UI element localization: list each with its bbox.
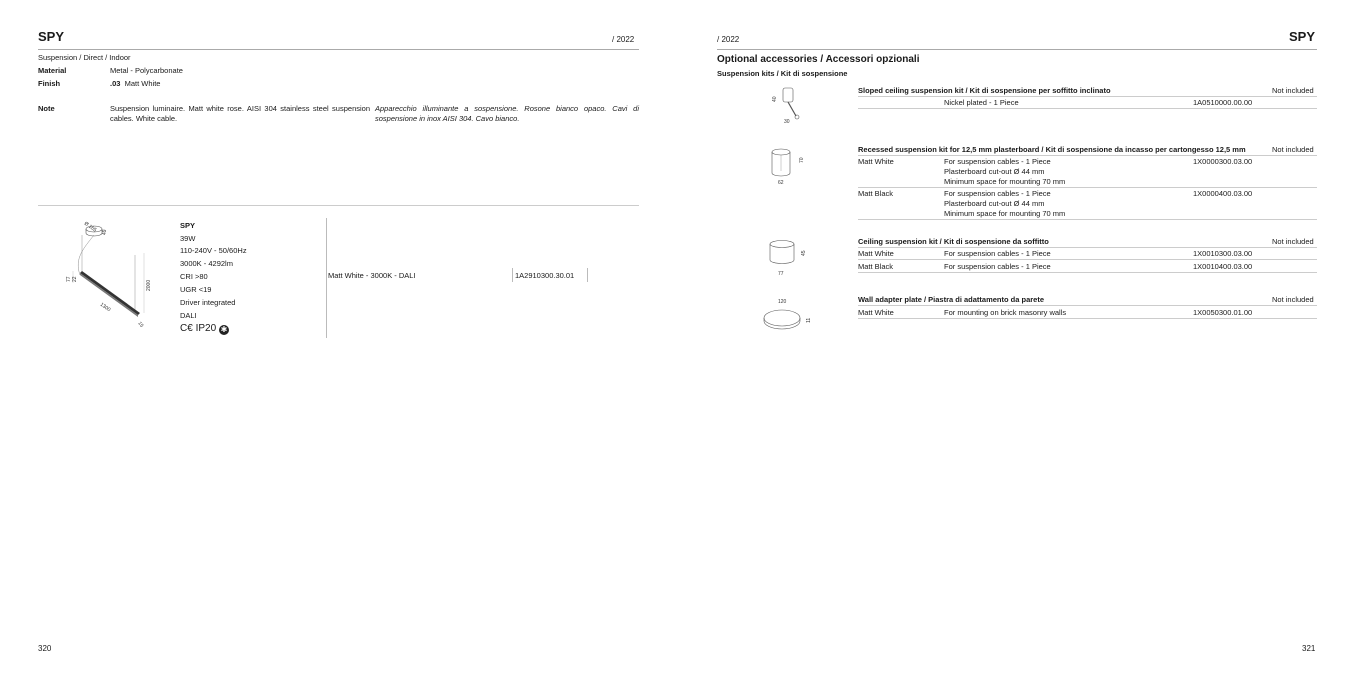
power-cable — [78, 235, 94, 275]
accessories-subheading: Suspension kits / Kit di sospensione — [717, 69, 848, 78]
accessory-3-row-1-code: 1X0010300.03.00 — [1193, 249, 1253, 258]
accessory-2-title: Recessed suspension kit for 12,5 mm plasterboard / Kit di sospensione da incasso per cartongesso 12,5 mm — [858, 145, 1246, 154]
accessory-2-row-1-desc-3: Minimum space for mounting 70 mm — [944, 177, 1066, 186]
accessory-2-row-1-desc-1: For suspension cables - 1 Piece — [944, 157, 1051, 166]
accessory-2-status: Not included — [1272, 145, 1314, 154]
accessory-2-row-1-code: 1X0000300.03.00 — [1193, 157, 1253, 166]
accessory-2-row-1-line — [858, 187, 1317, 188]
spec-driver: Driver integrated — [180, 298, 236, 307]
product-column-divider — [326, 218, 327, 338]
accessory-3-row-1-line — [858, 259, 1317, 260]
dim-body-height: 77 — [66, 276, 72, 282]
code-divider-right — [587, 268, 588, 282]
note-label: Note — [38, 104, 55, 113]
accessory-2-row-1-desc-2: Plasterboard cut-out Ø 44 mm — [944, 167, 1045, 176]
finish-value — [110, 79, 160, 89]
accessory-4-row-1-code: 1X0050300.01.00 — [1193, 308, 1253, 317]
variant-label: Matt White - 3000K - DALI — [328, 271, 416, 280]
spec-voltage: 110-240V - 50/60Hz — [180, 246, 247, 255]
left-page-title: SPY — [38, 29, 65, 44]
accessory-3-row-2-finish: Matt Black — [858, 262, 894, 271]
accessory-3-row-1-desc: For suspension cables - 1 Piece — [944, 249, 1051, 258]
accessory-4-row-1-finish: Matt White — [858, 308, 894, 317]
accessory-1-status: Not included — [1272, 86, 1314, 95]
accessory-2-row-2-line — [858, 219, 1317, 220]
accessory-3-header-line — [858, 247, 1317, 248]
accessory-2-row-2-desc-1: For suspension cables - 1 Piece — [944, 189, 1051, 198]
accessory-4-header-line — [858, 305, 1317, 306]
code-divider-left — [512, 268, 513, 282]
accessory-3-row-2-desc: For suspension cables - 1 Piece — [944, 262, 1051, 271]
dim-wall-width: 120 — [778, 299, 787, 305]
ip-rating: IP20 — [195, 323, 217, 334]
spec-lumen: 3000K - 4292lm — [180, 259, 233, 268]
spec-dali: DALI — [180, 311, 197, 320]
dim-drop: 2000 — [146, 279, 152, 291]
accessory-2-header-line — [858, 155, 1317, 156]
accessory-4-title: Wall adapter plate / Piastra di adattamento da parete — [858, 295, 1045, 304]
accessory-1-title: Sloped ceiling suspension kit / Kit di sospensione per soffitto inclinato — [858, 86, 1111, 95]
left-page-number: 320 — [38, 644, 52, 653]
dim-body-width: 15 — [136, 320, 145, 329]
dim-recessed-width: 62 — [778, 180, 784, 186]
accessory-4-row-1-line — [858, 318, 1317, 319]
left-title-divider — [38, 49, 639, 50]
note-english: Suspension luminaire. Matt white rose. AISI 304 stainless steel suspension cables. White cable. — [110, 104, 370, 123]
accessory-2-row-2-desc-3: Minimum space for mounting 70 mm — [944, 209, 1066, 218]
accessory-3-row-2-line — [858, 272, 1317, 273]
left-year: / 2022 — [612, 35, 635, 44]
recessed-kit-drawing — [765, 143, 810, 188]
accessory-2-row-1-finish: Matt White — [858, 157, 894, 166]
sloped-kit-drawing — [770, 86, 810, 126]
accessory-1-row-1-desc: Nickel plated - 1 Piece — [944, 98, 1019, 107]
finish-label: Finish — [38, 79, 61, 88]
accessory-4-status: Not included — [1272, 295, 1314, 304]
dim-canopy-height: 49 — [102, 229, 108, 235]
spy-luminaire-drawing — [62, 213, 172, 328]
finish-code: .03 — [110, 79, 121, 88]
product-name: SPY — [180, 221, 196, 230]
certifications — [180, 323, 229, 335]
accessory-1-row-1-line — [858, 108, 1317, 109]
right-page-title: SPY — [1289, 29, 1316, 44]
dim-length: 1300 — [98, 301, 112, 314]
dim-ceiling-height: 45 — [801, 250, 807, 256]
accessories-heading: Optional accessories / Accessori opzionali — [717, 54, 920, 65]
dim-body-depth: 22 — [72, 276, 78, 282]
dim-ceiling-width: 77 — [778, 271, 784, 277]
dim-sloped-width: 30 — [784, 119, 790, 125]
accessory-3-title: Ceiling suspension kit / Kit di sospensione da soffitto — [858, 237, 1049, 246]
product-section-divider — [38, 205, 639, 206]
material-value: Metal - Polycarbonate — [110, 66, 183, 75]
wall-adapter-drawing — [760, 296, 815, 336]
dim-recessed-height: 70 — [799, 157, 805, 163]
accessory-3-row-2-code: 1X0010400.03.00 — [1193, 262, 1253, 271]
accessory-1-header-line — [858, 96, 1317, 97]
spec-ugr: UGR <19 — [180, 285, 212, 294]
material-label: Material — [38, 66, 67, 75]
accessory-2-row-2-finish: Matt Black — [858, 189, 894, 198]
accessory-2-row-2-desc-2: Plasterboard cut-out Ø 44 mm — [944, 199, 1045, 208]
spec-power: 39W — [180, 234, 196, 243]
dim-diameter: Ø 165 — [82, 220, 98, 234]
ce-mark: C€ — [180, 323, 193, 334]
right-title-divider — [717, 49, 1317, 50]
accessory-3-row-1-finish: Matt White — [858, 249, 894, 258]
dim-sloped-height: 40 — [772, 96, 778, 102]
left-subtitle: Suspension / Direct / Indoor — [38, 53, 131, 62]
accessory-3-status: Not included — [1272, 237, 1314, 246]
right-year: / 2022 — [717, 35, 740, 44]
accessory-2-row-2-code: 1X0000400.03.00 — [1193, 189, 1253, 198]
accessory-4-row-1-desc: For mounting on brick masonry walls — [944, 308, 1067, 317]
spec-cri: CRI >80 — [180, 272, 208, 281]
product-code: 1A2910300.30.01 — [515, 271, 575, 280]
accessory-1-row-1-code: 1A0510000.00.00 — [1193, 98, 1253, 107]
right-page-number: 321 — [1302, 644, 1316, 653]
note-italian: Apparecchio illuminante a sospensione. Rosone bianco opaco. Cavi di sospensione in inox AISI 304. Cavo bianco. — [375, 104, 639, 123]
class-badge-icon: ✱ — [220, 325, 228, 334]
dim-wall-depth: 11 — [806, 317, 812, 323]
ceiling-kit-drawing — [762, 238, 812, 280]
finish-name: Matt White — [124, 79, 161, 88]
